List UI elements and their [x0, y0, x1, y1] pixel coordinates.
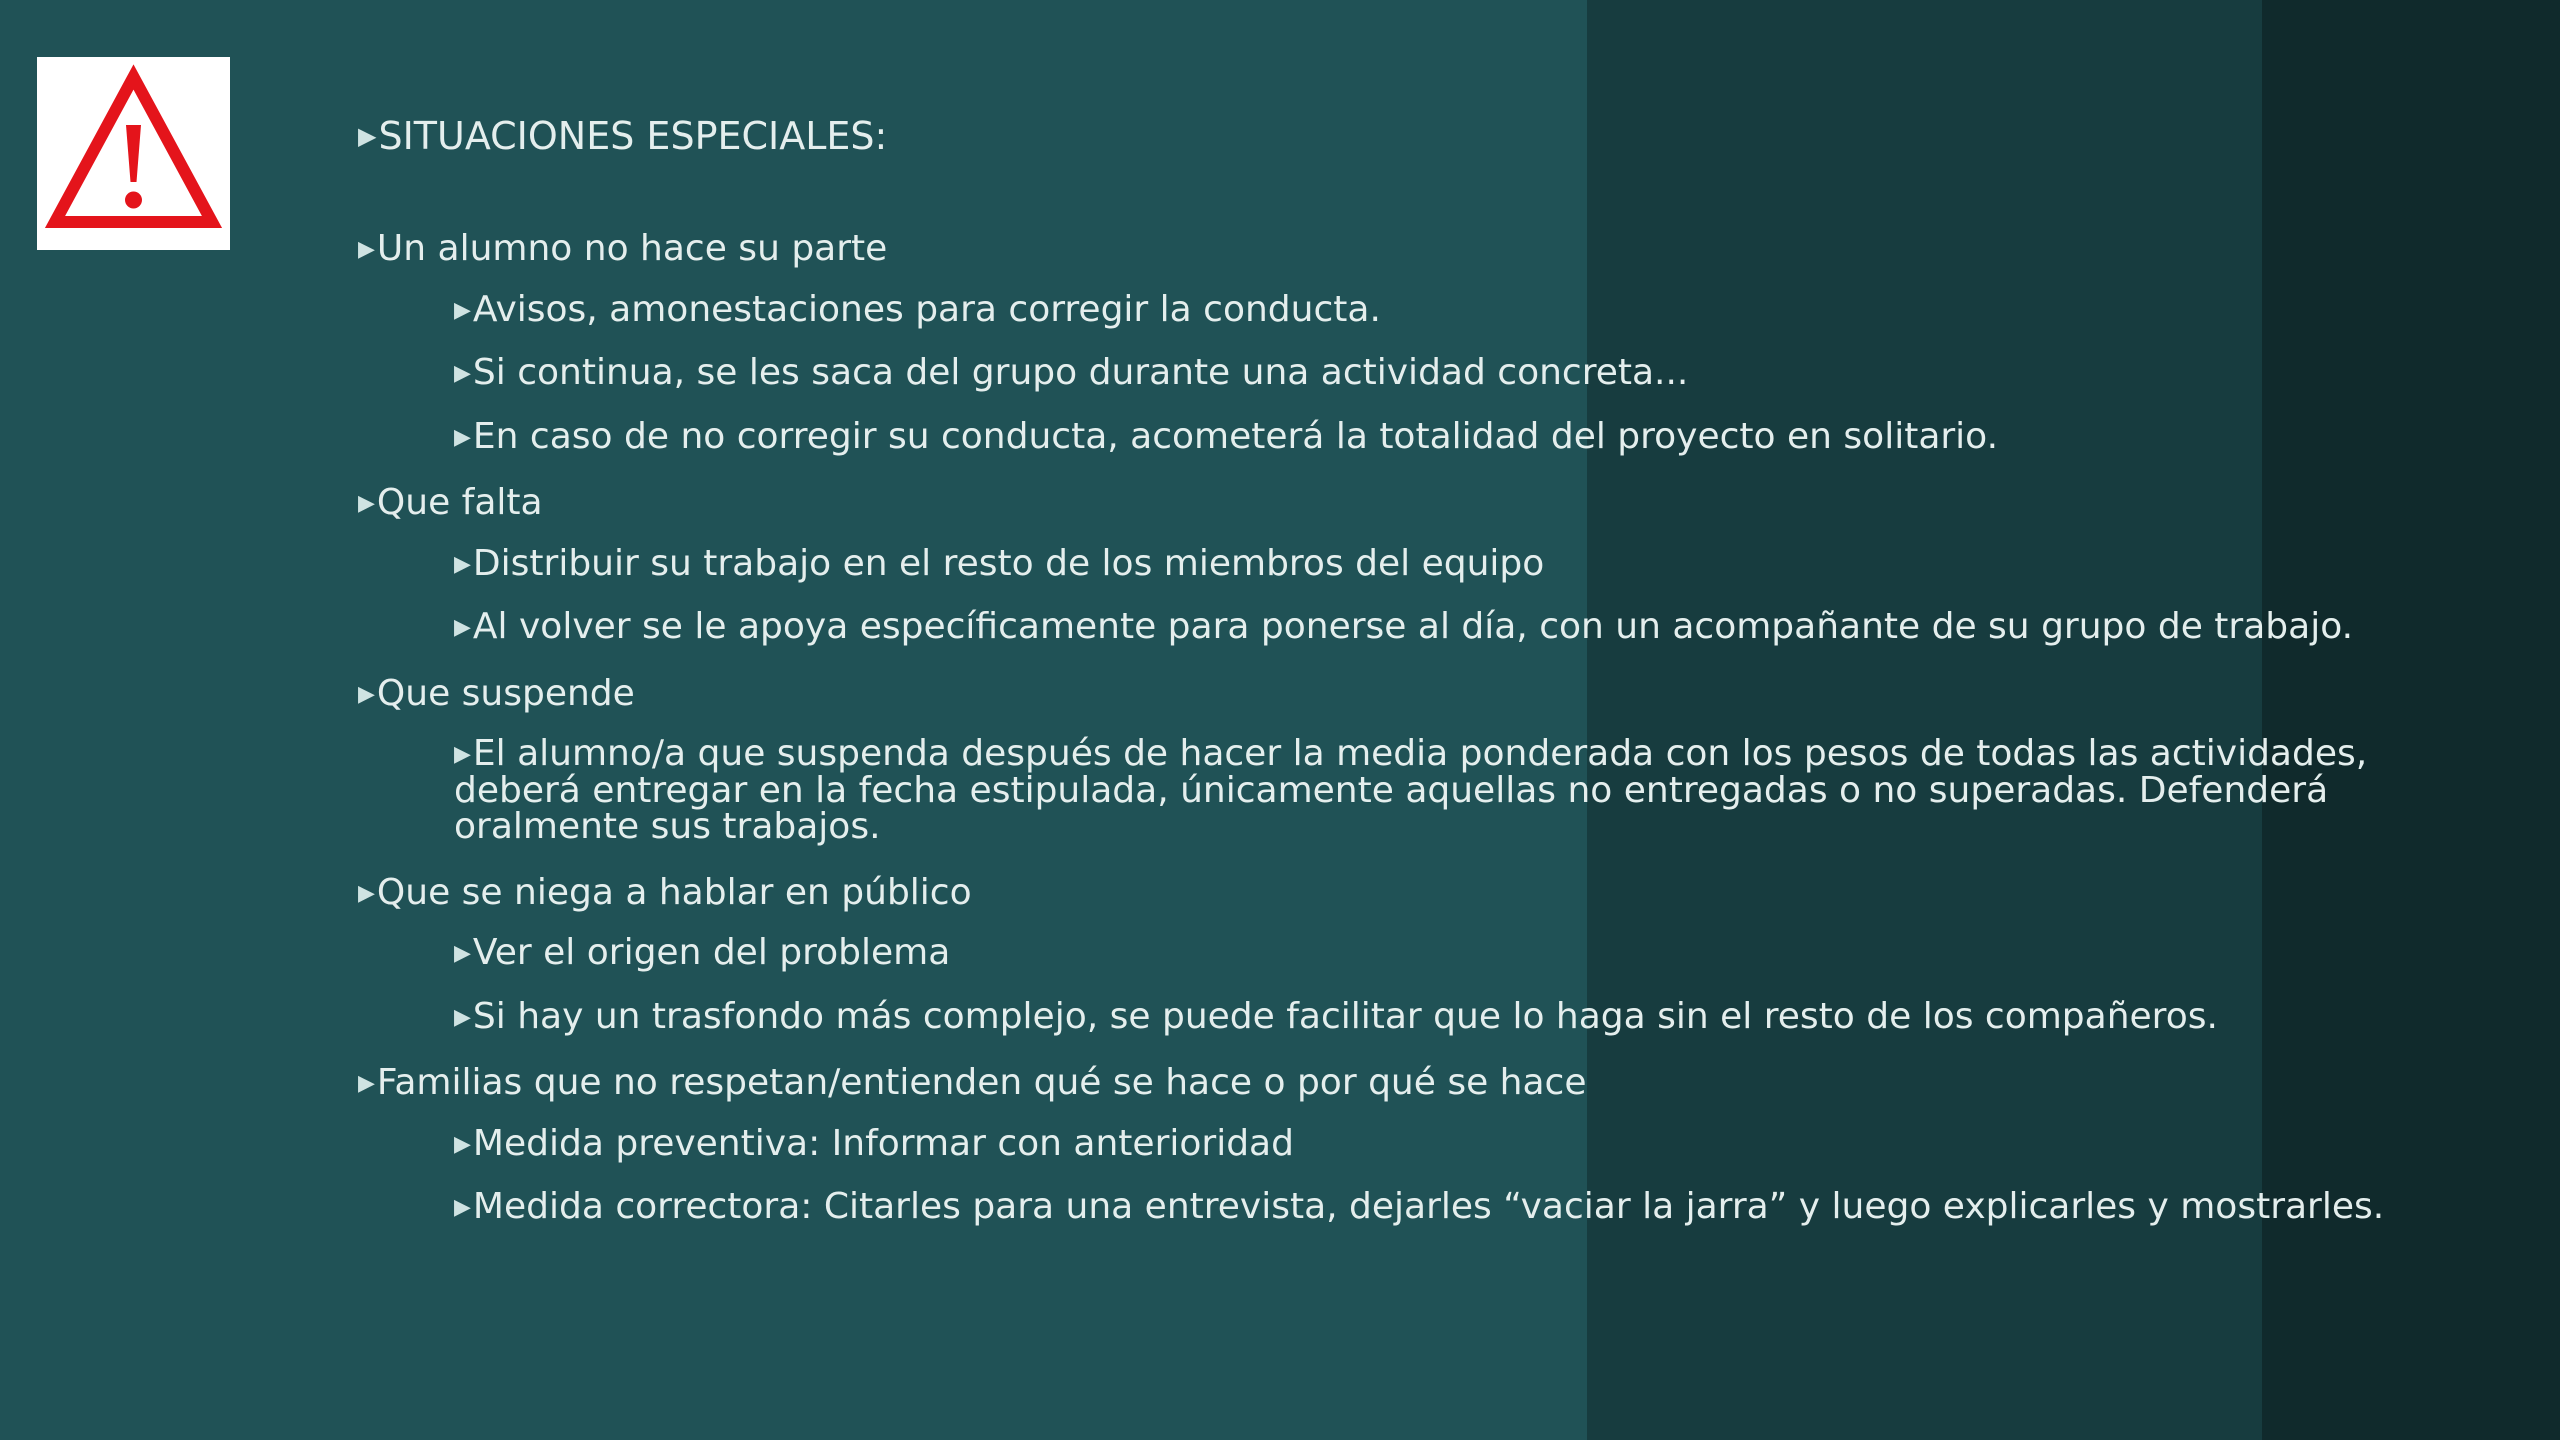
- list-item-heading: [358, 1062, 2418, 1105]
- triangle-right-icon: ▶: [454, 1004, 471, 1030]
- triangle-right-icon: ▶: [358, 491, 375, 516]
- item-text: Si continua, se les saca del grupo durante una actividad concreta...: [472, 352, 1689, 393]
- heading-text: Que falta: [376, 482, 543, 523]
- list-item: [454, 733, 2414, 847]
- triangle-right-icon: ▶: [454, 615, 471, 640]
- list-item-heading: [358, 872, 2418, 915]
- item-text: Medida preventiva: Informar con anterioridad: [472, 1122, 1294, 1164]
- item-text: Al volver se le apoya específicamente para ponerse al día, con un acompañante de su grupo de trabajo.: [472, 606, 2354, 647]
- triangle-right-icon: ▶: [454, 551, 471, 577]
- triangle-right-icon: ▶: [454, 742, 471, 767]
- item-text: En caso de no corregir su conducta, acometerá la totalidad del proyecto en solitario.: [472, 415, 1999, 457]
- warning-image: [37, 57, 230, 250]
- list-item-heading: [358, 482, 2418, 525]
- heading-text: Un alumno no hace su parte: [376, 228, 888, 269]
- heading-text: Que se niega a hablar en público: [376, 871, 972, 913]
- triangle-right-icon: ▶: [454, 361, 471, 386]
- list-item: [454, 352, 2418, 393]
- list-item: [454, 606, 2354, 647]
- list-item-heading: [358, 673, 2418, 716]
- list-item: [454, 932, 2418, 973]
- item-text: Avisos, amonestaciones para corregir la conducta.: [472, 288, 1381, 330]
- heading-text: Que suspende: [376, 672, 635, 714]
- slide-content: [358, 112, 2418, 1253]
- list-item: [454, 288, 2418, 330]
- item-text: Si hay un trasfondo más complejo, se puede facilitar que lo haga sin el resto de los compañeros.: [472, 995, 2218, 1037]
- triangle-right-icon: ▶: [358, 237, 375, 262]
- triangle-right-icon: ▶: [358, 880, 375, 906]
- list-item: [454, 1186, 2418, 1227]
- item-text: Medida correctora: Citarles para una entrevista, dejarles “vaciar la jarra” y luego explicarles y mostrarles.: [472, 1186, 2385, 1227]
- triangle-right-icon: ▶: [454, 941, 471, 966]
- item-text: Ver el origen del problema: [472, 932, 951, 973]
- list-item: [454, 415, 2418, 457]
- list-item: [454, 1122, 2418, 1164]
- item-text: El alumno/a que suspenda después de hacer la media ponderada con los pesos de todas las actividades, deberá entregar en la fecha estipulada, únicamente aquellas no entregadas o no superadas. Defenderá oralmente sus trabajos.: [454, 733, 2368, 847]
- slide-title: [358, 112, 2418, 160]
- item-text: Distribuir su trabajo en el resto de los miembros del equipo: [472, 542, 1545, 584]
- list-item: [454, 995, 2418, 1037]
- triangle-right-icon: ▶: [454, 1195, 471, 1220]
- heading-text: Familias que no respetan/entienden qué se hace o por qué se hace: [376, 1062, 1587, 1103]
- bullet-list: [358, 228, 2418, 1226]
- triangle-right-icon: ▶: [454, 297, 471, 323]
- triangle-right-icon: ▶: [358, 122, 377, 150]
- triangle-right-icon: ▶: [454, 1131, 471, 1157]
- slide-title-text: SITUACIONES ESPECIALES:: [378, 114, 888, 158]
- list-item-heading: [358, 228, 2418, 271]
- warning-triangle-icon: [37, 57, 230, 250]
- triangle-right-icon: ▶: [454, 424, 471, 450]
- triangle-right-icon: ▶: [358, 681, 375, 707]
- triangle-right-icon: ▶: [358, 1071, 375, 1096]
- list-item: [454, 542, 2418, 584]
